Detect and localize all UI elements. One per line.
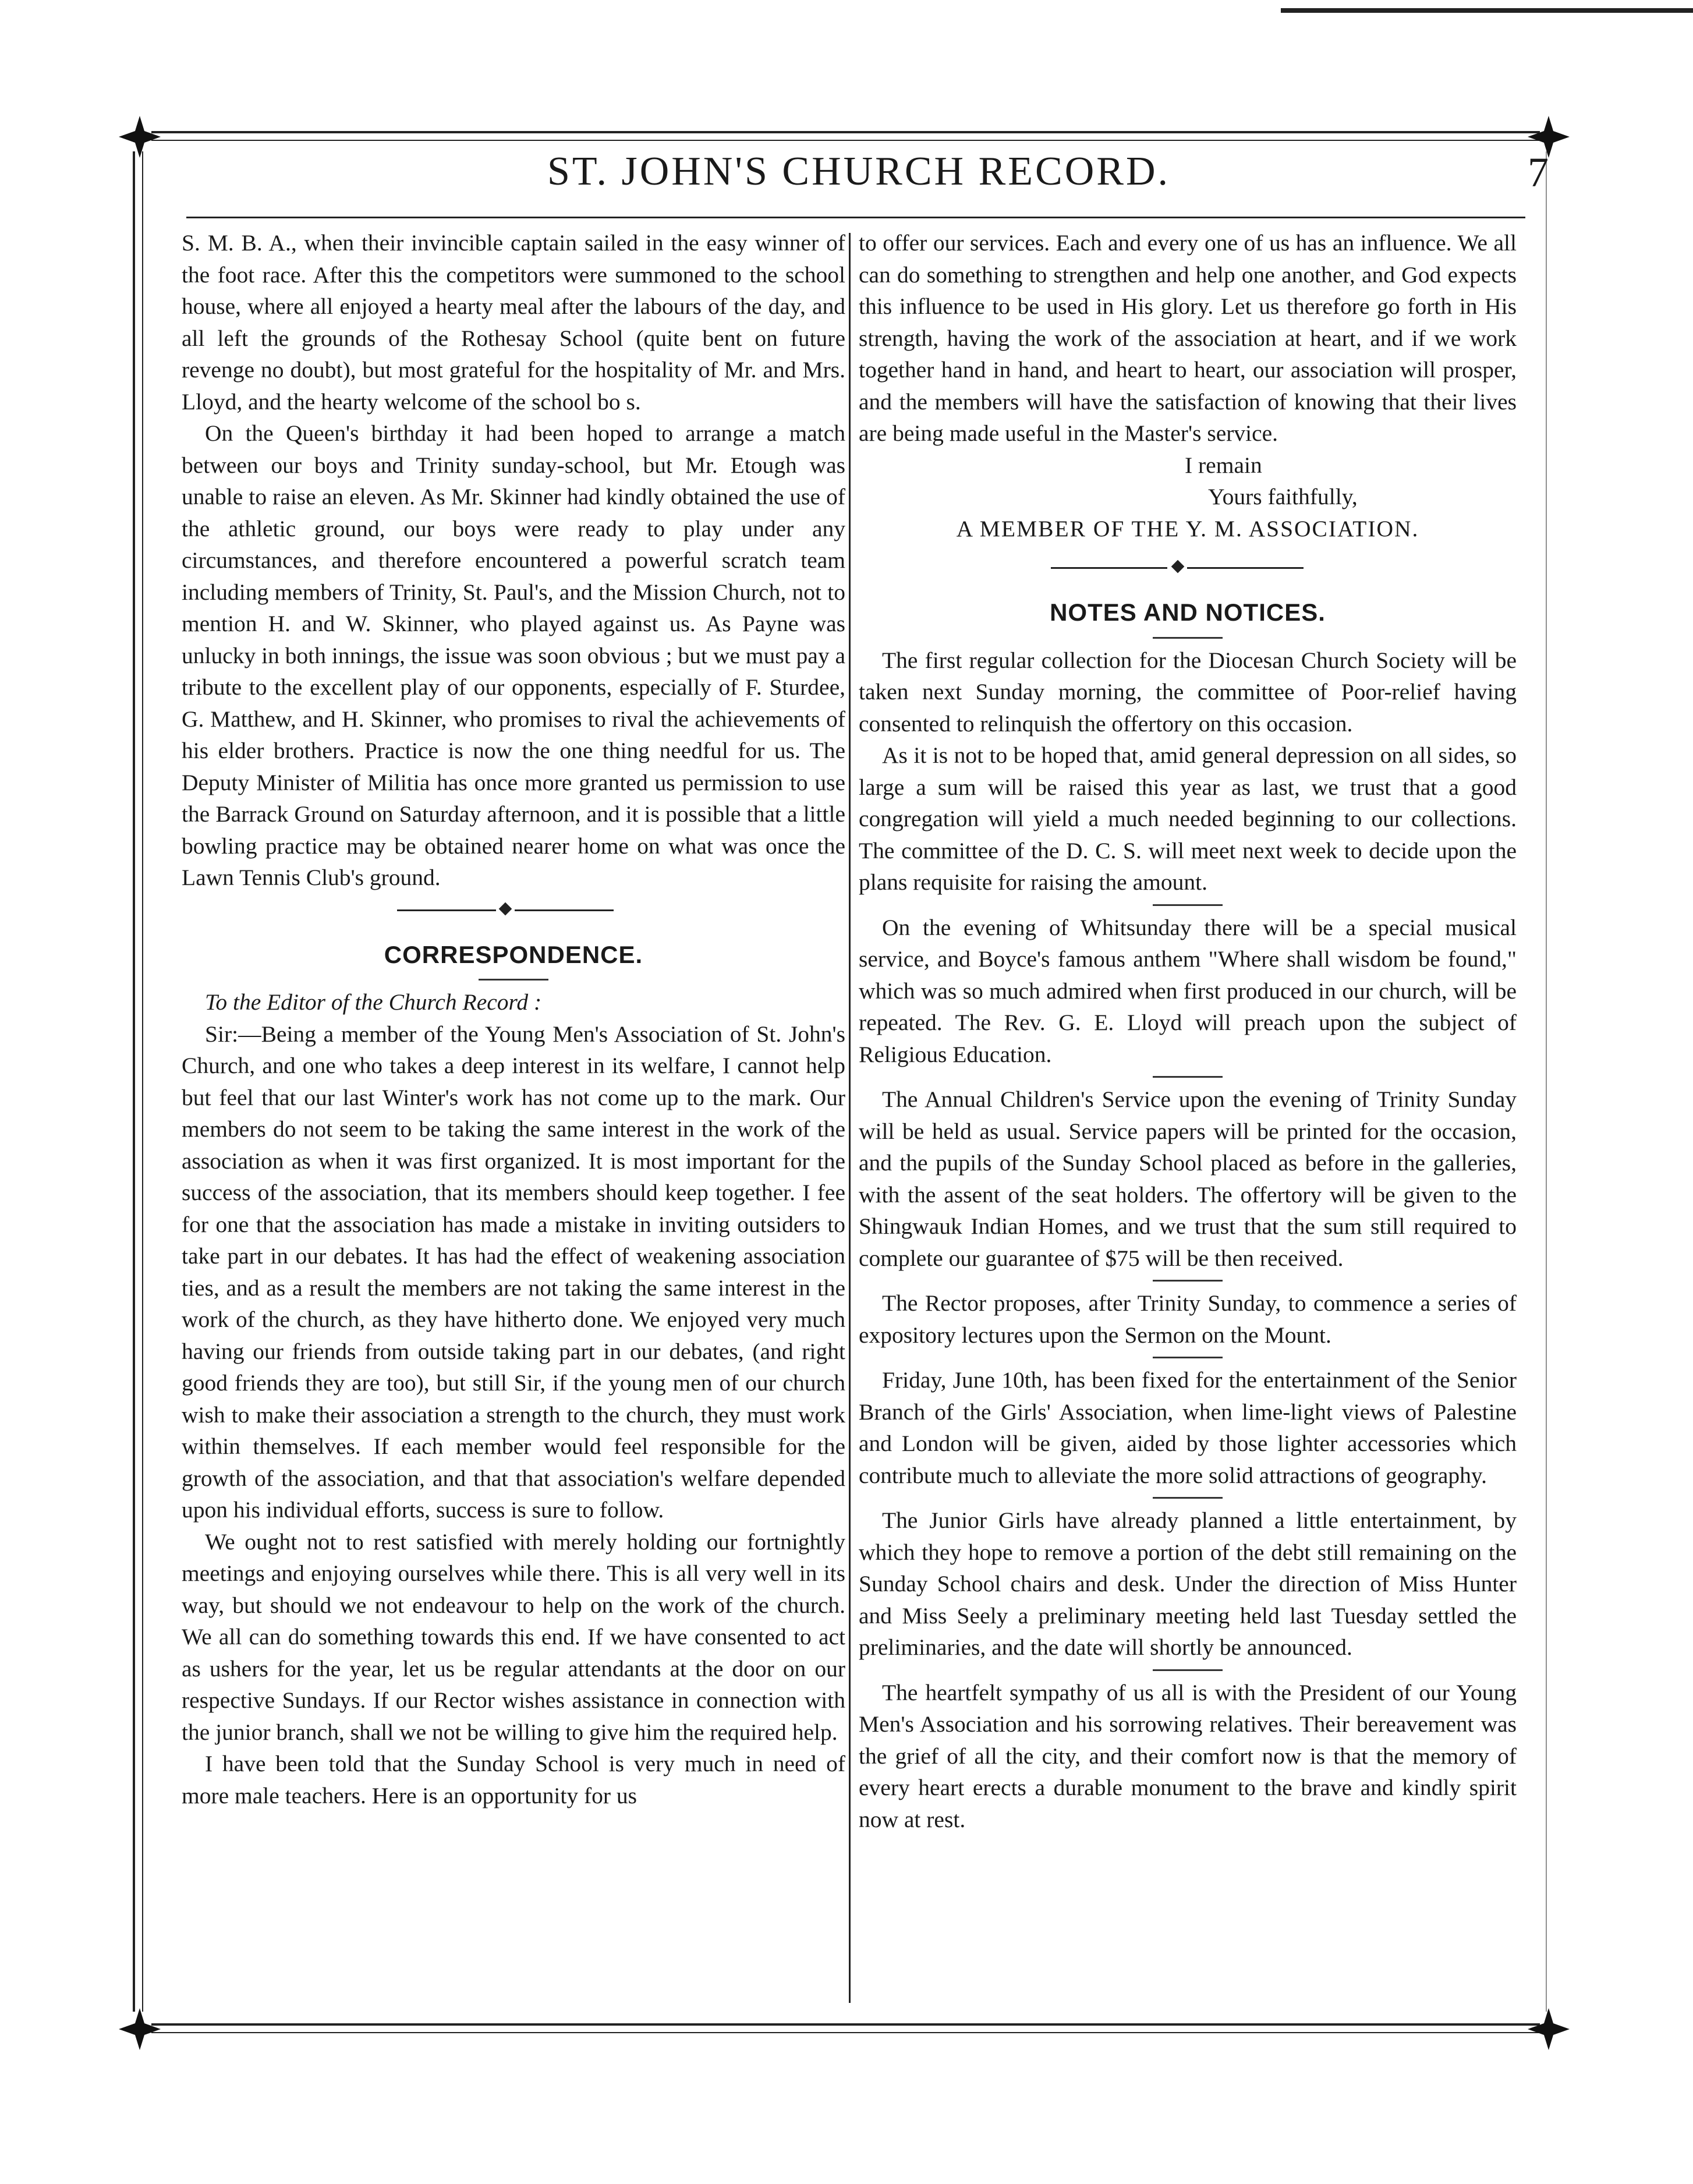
paragraph: The heartfelt sympathy of us all is with the President of our Young Men's Association and his sorrowing relatives. Their bereavement was the grief of all the city, and their comfort now is that the memory of every heart erects a durable monument to the brave and kindly spirit now at rest. (859, 1679, 1517, 1832)
letter-closing (859, 449, 1517, 545)
salutation: To the Editor of the Church Record : (205, 989, 542, 1015)
signature-line: A MEMBER OF THE Y. M. ASSOCIATION. (956, 515, 1419, 541)
frame-left-rule (133, 151, 135, 2012)
frame-left-rule-inner (142, 151, 143, 2012)
paragraph: The Annual Children's Service upon the evening of Trinity Sunday will be held as usual. Service papers will be printed for the occasion, and the pupils of the Sunday School placed as before in the galleries, with the assent of the seat holders. The offertory will be given to the Shingwauk Indian Homes, and we trust that the sum still required to complete our guarantee of $75 will be then received. (859, 1086, 1517, 1271)
paragraph: We ought not to rest satisfied with merely holding our fortnightly meetings and enjoying ourselves while there. This is all very well in its way, but should we not endeavour to help on the work of the church. We all can do something towards this end. If we have consented to act as ushers for the year, let us be regular attendants at the door on our respective Sundays. If our Rector wishes assistance in connection with the junior branch, shall we not be willing to give him the required help. (182, 1528, 845, 1745)
header-underline (186, 217, 1525, 218)
page-header (169, 148, 1549, 213)
paragraph: The Junior Girls have already planned a little entertainment, by which they hope to remove a portion of the debt still remaining on the Sunday School chairs and desk. Under the direction of Miss Hunter and Miss Seely a preliminary meeting held last Tuesday settled the preliminaries, and the date will shortly be announced. (859, 1507, 1517, 1660)
divider (1153, 904, 1223, 906)
paragraph: S. M. B. A., when their invincible captain sailed in the easy winner of the foot race. After this the competitors were summoned to the school house, where all enjoyed a hearty meal after the labours of the day, and all left the grounds of the Rothesay School (quite bent on future revenge no doubt), but most grateful for the hospitality of Mr. and Mrs. Lloyd, and the hearty welcome of the school bo s. (182, 230, 845, 415)
divider (1153, 1497, 1223, 1499)
divider (1153, 1280, 1223, 1282)
paragraph: The Rector proposes, after Trinity Sunday, to commence a series of expository lectures upon the Sermon on the Mount. (859, 1290, 1517, 1348)
closing-line: I remain (1185, 452, 1262, 478)
paragraph: I have been told that the Sunday School is very much in need of more male teachers. Here is an opportunity for us (182, 1751, 845, 1808)
frame-bottom-rule-inner (151, 2032, 1540, 2033)
frame-right-rule (1546, 151, 1547, 2012)
ornament-divider (859, 562, 1517, 574)
paragraph: Friday, June 10th, has been fixed for the entertainment of the Senior Branch of the Girls' Association, when lime-light views of Palestine and London will be given, aided by those lighter accessories which contribute much to alleviate the more solid attractions of geography. (859, 1367, 1517, 1488)
divider (1153, 1076, 1223, 1078)
divider (479, 979, 548, 981)
divider (1153, 637, 1223, 639)
top-corner-rule (1281, 8, 1693, 13)
divider (1153, 1357, 1223, 1358)
frame-top-rule-inner (151, 140, 1540, 141)
cross-bottom-left-icon (116, 2006, 163, 2052)
paragraph: On the evening of Whitsunday there will be a special musical service, and Boyce's famous anthem "Where shall wisdom be found," which was so much admired when first produced in our church, will be repeated. The Rev. G. E. Lloyd will preach upon the subject of Religious Education. (859, 914, 1517, 1067)
paragraph: Sir:—Being a member of the Young Men's Association of St. John's Church, and one who takes a deep interest in its welfare, I cannot help but feel that our last Winter's work has not come up to the mark. Our members do not seem to be taking the same interest in the work of the association as when it was first organized. It is most important for the success of the association, that its members should keep together. I fee for one that the association has made a mistake in inviting outsiders to take part in our debates. It has had the effect of weakening association ties, and as a result the members are not taking the same interest in the work of the church, as they have hitherto done. We enjoyed very much having our friends from outside taking part in our debates, (and right good friends they are too), but still Sir, if the young men of our church wish to make their association a strength to the church, they must work within themselves. If each member would feel responsible for the growth of the association, and that that association's welfare depended upon his individual efforts, success is sure to follow. (182, 1021, 845, 1523)
ornament-divider (182, 904, 845, 916)
frame-top-rule (151, 131, 1540, 133)
page-number: 7 (1528, 149, 1549, 196)
cross-bottom-right-icon (1525, 2006, 1572, 2052)
right-column (859, 227, 1517, 1835)
section-heading: NOTES AND NOTICES. (1050, 599, 1326, 626)
paragraph: to offer our services. Each and every one of us has an influence. We all can do something to strengthen and help one another, and God expects this influence to be used in His glory. Let us therefore go forth in His strength, having the work of the association at heart, and if we work together hand in hand, and heart to heart, our association will prosper, and the members will have the satisfaction of knowing that their lives are being made useful in the Master's service. (859, 230, 1517, 446)
closing-line: Yours faithfully, (1208, 484, 1358, 509)
paragraph: As it is not to be hoped that, amid general depression on all sides, so large a sum will be raised this year as last, we trust that a good congregation will yield a much needed beginning to our collections. The committee of the D. C. S. will meet next week to decide upon the plans requisite for raising the amount. (859, 742, 1517, 895)
cross-top-left-icon (116, 114, 163, 160)
column-divider (849, 233, 851, 2003)
left-column (182, 227, 845, 1811)
paragraph: The first regular collection for the Diocesan Church Society will be taken next Sunday morning, the committee of Poor-relief having consented to relinquish the offertory on this occasion. (859, 647, 1517, 737)
divider (1153, 1669, 1223, 1671)
section-heading: CORRESPONDENCE. (384, 940, 643, 968)
frame-bottom-rule (151, 2023, 1540, 2026)
paragraph: On the Queen's birthday it had been hoped to arrange a match between our boys and Trinity sunday-school, but Mr. Etough was unable to raise an eleven. As Mr. Skinner had kindly obtained the use of the athletic ground, our boys were ready to play under any circumstances, and therefore encountered a powerful scratch team including members of Trinity, St. Paul's, and the Mission Church, not to mention H. and W. Skinner, who played against us. As Payne was unlucky in both innings, the issue was soon obvious ; but we must pay a tribute to the excellent play of our opponents, especially of F. Sturdee, G. Matthew, and H. Skinner, who promises to rival the achievements of his elder brothers. Practice is now the one thing needful for us. The Deputy Minister of Militia has once more granted us permission to use the Barrack Ground on Saturday afternoon, and it is possible that a little bowling practice may be obtained nearer home on what was once the Lawn Tennis Club's ground. (182, 420, 845, 890)
page-title: ST. JOHN'S CHURCH RECORD. (547, 149, 1171, 194)
